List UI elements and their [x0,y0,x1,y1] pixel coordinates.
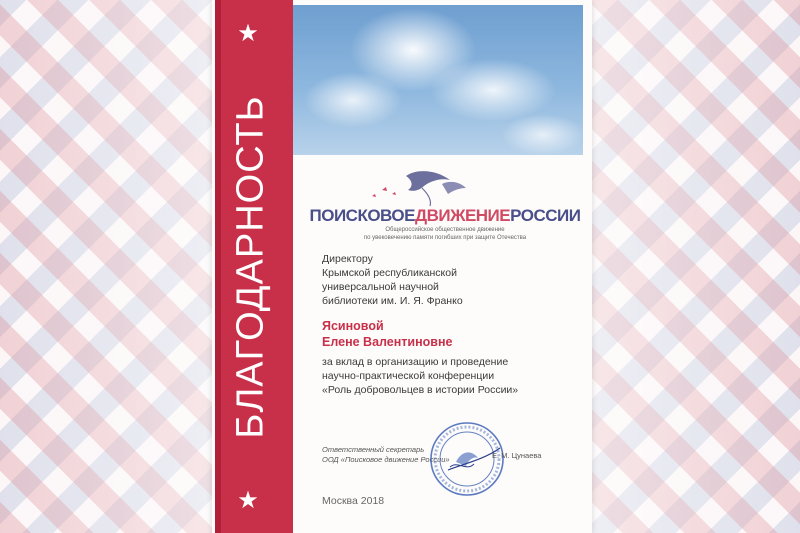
place-and-date: Москва 2018 [322,495,385,507]
signatory-title-line: ООД «Поисковое движение России» [322,455,450,464]
role-line: Крымской республиканской [322,267,457,279]
star-icon-top: ★ [237,19,259,47]
given-names: Елене Валентиновне [322,335,453,349]
sky-image [293,5,583,155]
reason-line: научно-практической конференции [322,370,495,382]
signatory-title-line: Ответственный секретарь [322,445,425,454]
organization-subtitle [300,226,590,242]
logo-word-2: ДВИЖЕНИЕ [414,206,511,225]
cranes-logo-icon [362,166,472,208]
recipient-name [322,318,572,350]
reason-line: за вклад в организацию и проведение [322,356,509,368]
star-icon-bottom: ★ [237,486,259,514]
certificate-title: БЛАГОДАРНОСТЬ [229,95,272,439]
surname: Ясиновой [322,319,384,333]
subtitle-line: Общероссийское общественное движение [385,227,505,233]
background-fade-right [590,0,800,533]
award-reason [322,355,572,397]
logo-word-1: ПОИСКОВОЕ [309,206,415,225]
role-line: универсальной научной [322,281,439,293]
subtitle-line: по увековечению памяти погибших при защите Отечества [363,235,527,241]
organization-logo-text [300,206,590,226]
background-fade-left [0,0,215,533]
signatory-name: Е. М. Цунаева [492,451,542,460]
reason-line: «Роль добровольцев в истории России» [322,384,519,396]
role-line: библиотеки им. И. Я. Франко [322,295,463,307]
logo-word-3: РОССИИ [510,206,581,225]
role-line: Директору [322,253,373,265]
recipient-position [322,252,572,308]
